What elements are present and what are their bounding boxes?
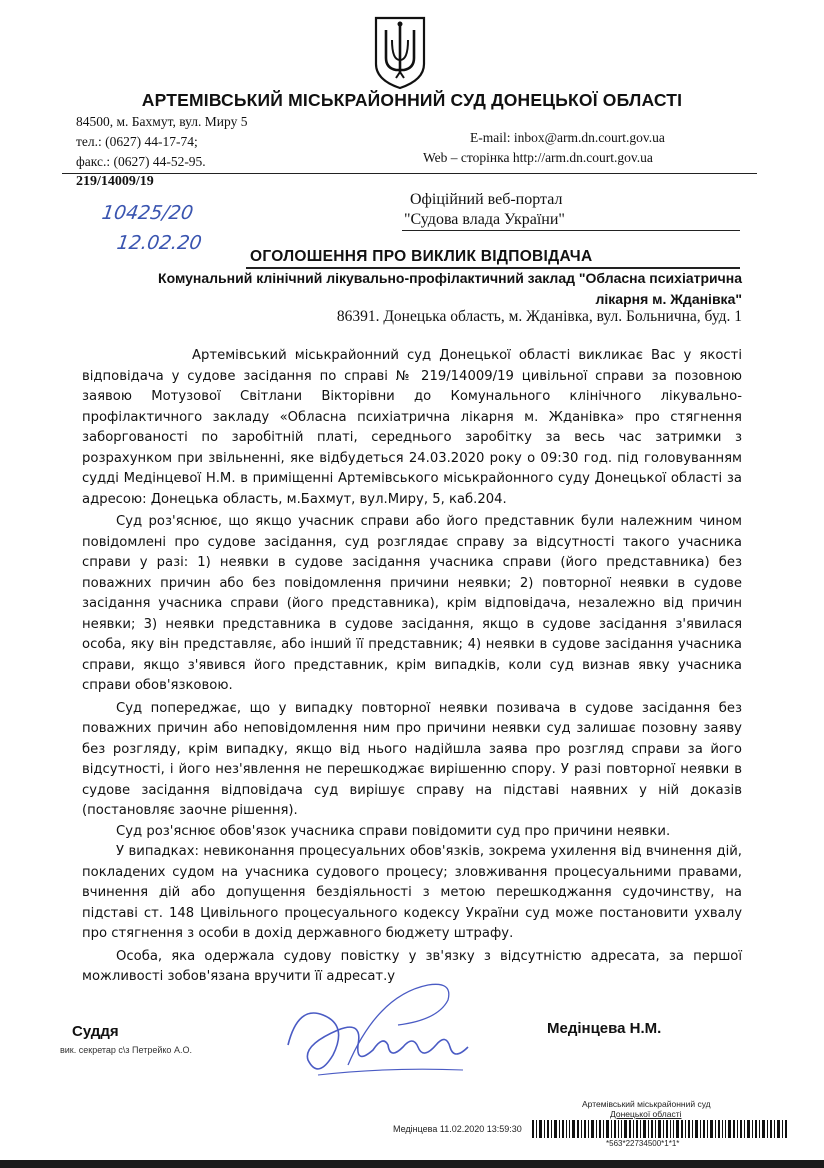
- stamp-court-line-1: Артемівський міськрайонний суд: [582, 1099, 711, 1109]
- judge-label: Суддя: [72, 1023, 119, 1040]
- paragraph-duty-notify: Суд роз'яснює обов'язок учасника справи повідомити суд про причини неявки.: [116, 823, 671, 839]
- case-number: 219/14009/19: [76, 174, 154, 189]
- recipient-line-2: лікарня м. Жданівка": [595, 291, 742, 307]
- recipient-address: 86391. Донецька область, м. Жданівка, вул. Больнична, буд. 1: [336, 308, 742, 325]
- portal-underline: [402, 230, 740, 231]
- header-divider: [62, 173, 757, 174]
- registration-number: 10425/20: [100, 202, 195, 224]
- court-email: E-mail: inbox@arm.dn.court.gov.ua: [470, 130, 665, 145]
- scan-edge: [0, 1160, 824, 1168]
- court-phone: тел.: (0627) 44-17-74;: [76, 134, 198, 149]
- paragraph-delivery: Особа, яка одержала судову повістку у зв'язку з відсутністю адресата, за першої можливості зобов'язана вручити її адресат.у: [82, 948, 742, 984]
- notice-title: ОГОЛОШЕННЯ ПРО ВИКЛИК ВІДПОВІДАЧА: [250, 248, 593, 265]
- court-web: Web – сторінка http://arm.dn.court.gov.ua: [423, 150, 653, 165]
- court-name: АРТЕМІВСЬКИЙ МІСЬКРАЙОННИЙ СУД ДОНЕЦЬКОЇ ОБЛАСТІ: [141, 90, 683, 110]
- stamp-timestamp: Медінцева 11.02.2020 13:59:30: [393, 1124, 522, 1134]
- registration-date: 12.02.20: [115, 232, 204, 254]
- paragraph-summons: Артемівський міськрайонний суд Донецької області викликає Вас у якості відповідача у судове засідання по справі № 219/14009/19 цивільної справи за позовною заявою Мотузової Світлани Вікторівни до Комунального клінічного лікувально-профілактичного закладу «Обласна психіатрична лікарня м. Жданівка» про стягнення заборгованості по заробітній платі, середнього заробітку за весь час затримки з розрахунком при звільненні, яке відбудеться 24.03.2020 року о 09:30 год. під головуванням судді Медінцевої Н.М. в приміщенні Артемівського міськрайонного суду Донецької області за адресою: Донецька область, м.Бахмут, вул.Миру, 5, каб.204.: [82, 348, 742, 507]
- portal-line-2: "Судова влада України": [404, 211, 565, 228]
- recipient-line-1: Комунальний клінічний лікувально-профілактичний заклад "Обласна психіатрична: [158, 270, 742, 286]
- court-address: 84500, м. Бахмут, вул. Миру 5: [76, 114, 248, 129]
- court-fax: факс.: (0627) 44-52-95.: [76, 154, 206, 169]
- barcode: [532, 1120, 790, 1138]
- paragraph-absence-rules: Суд роз'яснює, що якщо учасник справи або його представник були належним чином повідомлені про судове засідання, суд розглядає справу за відсутності такого учасника справи у разі: 1) неявки в судове засідання учасника справи (його представника) без поважних причин або без повідомлення причини неявки; 2) повторної неявки в судове засідання учасника справи (його представника), крім відповідача, незалежно від причин неявки; 3) неявки представника в судове засідання, якщо в судове засідання з'явилася особа, яку він представляє, або інший її представник; 4) неявки в судове засідання учасника справи, якщо з'явився його представник, крім випадків, коли суд визнав явку учасника справи обов'язковою.: [82, 514, 742, 693]
- stamp-court-line-2: Донецької області: [610, 1109, 682, 1119]
- secretary-note: вик. секретар с\з Петрейко А.О.: [60, 1045, 192, 1055]
- notice-body: [82, 346, 742, 988]
- judge-name: Медінцева Н.М.: [547, 1020, 662, 1037]
- portal-line-1: Офіційний веб-портал: [410, 191, 563, 208]
- barcode-number: *563*22734500*1*1*: [606, 1139, 680, 1148]
- paragraph-fine: У випадках: невиконання процесуальних обов'язків, зокрема ухилення від вчинення дій, покладених судом на учасника судового процесу; зловживання процесуальними правами, вчинення дій або допущення бездіяльності з метою перешкоджання судочинству, на підставі ст. 148 Цивільного процесуального кодексу України суд може постановити ухвалу про стягнення з особи в дохід державного бюджету штрафу.: [82, 844, 742, 941]
- coat-of-arms-icon: [372, 14, 428, 90]
- signature-image: [278, 975, 478, 1085]
- paragraph-plaintiff-warning: Суд попереджає, що у випадку повторної неявки позивача в судове засідання без поважних причин або неповідомлення ним про причини неявки суд залишає позовну заяву без розгляду, крім випадку, якщо від нього надійшла заява про розгляд справи за його відсутності, і його нез'явлення не перешкоджає вирішенню спору. У разі повторної неявки в судове засідання відповідача суд вирішує справу на підставі наявних у ній доказів (постановляє заочне рішення).: [82, 700, 742, 818]
